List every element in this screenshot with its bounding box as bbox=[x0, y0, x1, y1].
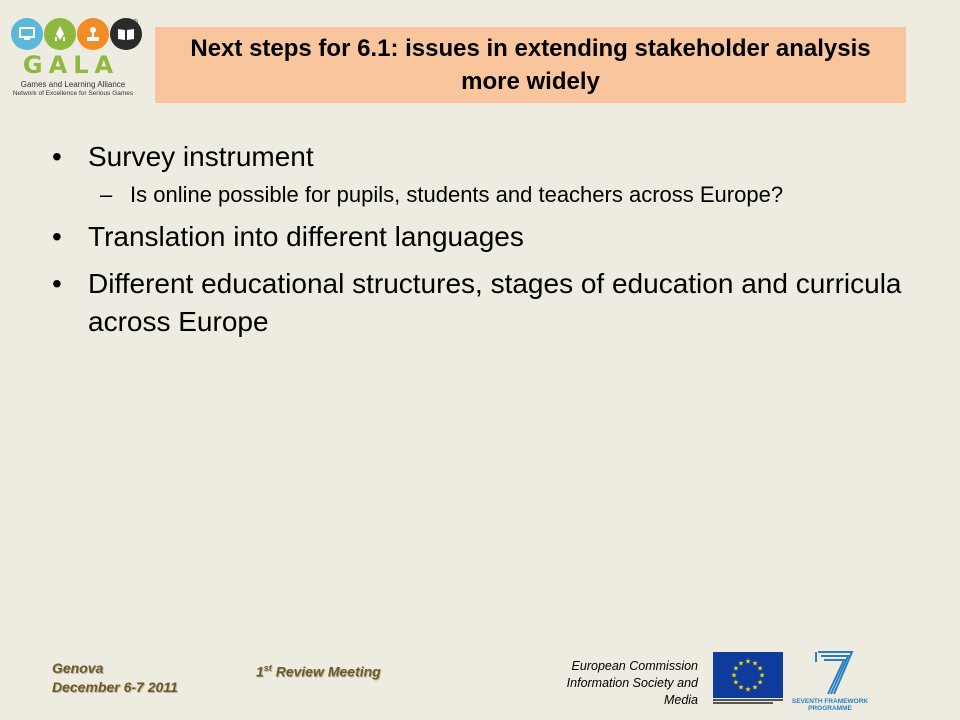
bullet-icon: • bbox=[52, 221, 62, 252]
eu-star-icon: ★ bbox=[730, 671, 738, 680]
registered-mark: ® bbox=[131, 18, 139, 27]
eu-star-icon: ★ bbox=[737, 683, 745, 692]
bullet-text: Survey instrument bbox=[88, 141, 314, 172]
eu-star-icon: ★ bbox=[758, 671, 766, 680]
gala-logo bbox=[8, 14, 142, 104]
eu-star-icon: ★ bbox=[737, 659, 745, 668]
fp7-logo bbox=[790, 648, 870, 714]
rocket-icon bbox=[44, 18, 76, 50]
eu-star-icon: ★ bbox=[744, 685, 752, 694]
eu-star-icon: ★ bbox=[751, 659, 759, 668]
ec-line: Information Society and bbox=[566, 676, 698, 690]
eu-star-icon: ★ bbox=[732, 664, 740, 673]
ec-line: European Commission bbox=[571, 659, 698, 673]
fp7-line: SEVENTH FRAMEWORK bbox=[791, 698, 869, 705]
monitor-icon bbox=[11, 18, 43, 50]
bullet-text: Different educational structures, stages of education and curricula across Europe bbox=[88, 268, 902, 337]
footer-location bbox=[52, 659, 178, 697]
dash-icon: – bbox=[100, 182, 113, 207]
logo-subtitle: Games and Learning Alliance bbox=[20, 80, 126, 89]
bullet-icon: • bbox=[52, 268, 62, 299]
eu-star-icon: ★ bbox=[751, 683, 759, 692]
eu-flag-caption bbox=[713, 699, 785, 703]
footer-commission bbox=[520, 658, 698, 709]
eu-star-icon: ★ bbox=[744, 657, 752, 666]
fp7-line: PROGRAMME bbox=[808, 705, 852, 712]
eu-star-icon: ★ bbox=[732, 678, 740, 687]
title-box bbox=[155, 27, 906, 103]
ec-line: Media bbox=[663, 693, 698, 707]
logo-tagline: Network of Excellence for Serious Games bbox=[12, 90, 134, 97]
sub-bullet-item bbox=[48, 181, 908, 209]
slide-title: Next steps for 6.1: issues in extending stakeholder analysis more widely bbox=[190, 35, 871, 95]
bullet-item bbox=[48, 218, 908, 256]
sub-bullet-text: Is online possible for pupils, students and teachers across Europe? bbox=[130, 182, 784, 207]
joystick-icon bbox=[77, 18, 109, 50]
meeting-label: Review Meeting bbox=[271, 663, 381, 680]
footer-meeting bbox=[256, 659, 381, 682]
bullet-item bbox=[48, 265, 908, 341]
eu-star-icon: ★ bbox=[756, 664, 764, 673]
meeting-ordinal: st bbox=[263, 663, 272, 673]
logo-wordmark: GALA bbox=[22, 51, 120, 79]
eu-star-icon: ★ bbox=[756, 678, 764, 687]
bullet-text: Translation into different languages bbox=[88, 221, 524, 252]
bullet-icon: • bbox=[52, 141, 62, 172]
bullet-list bbox=[48, 138, 908, 341]
fp7-seven-icon bbox=[790, 648, 870, 696]
eu-flag-icon bbox=[713, 652, 783, 698]
footer-city: Genova bbox=[52, 660, 104, 676]
meeting-number: 1 bbox=[256, 663, 264, 680]
footer-date: December 6-7 2011 bbox=[52, 679, 178, 695]
bullet-item bbox=[48, 138, 908, 176]
